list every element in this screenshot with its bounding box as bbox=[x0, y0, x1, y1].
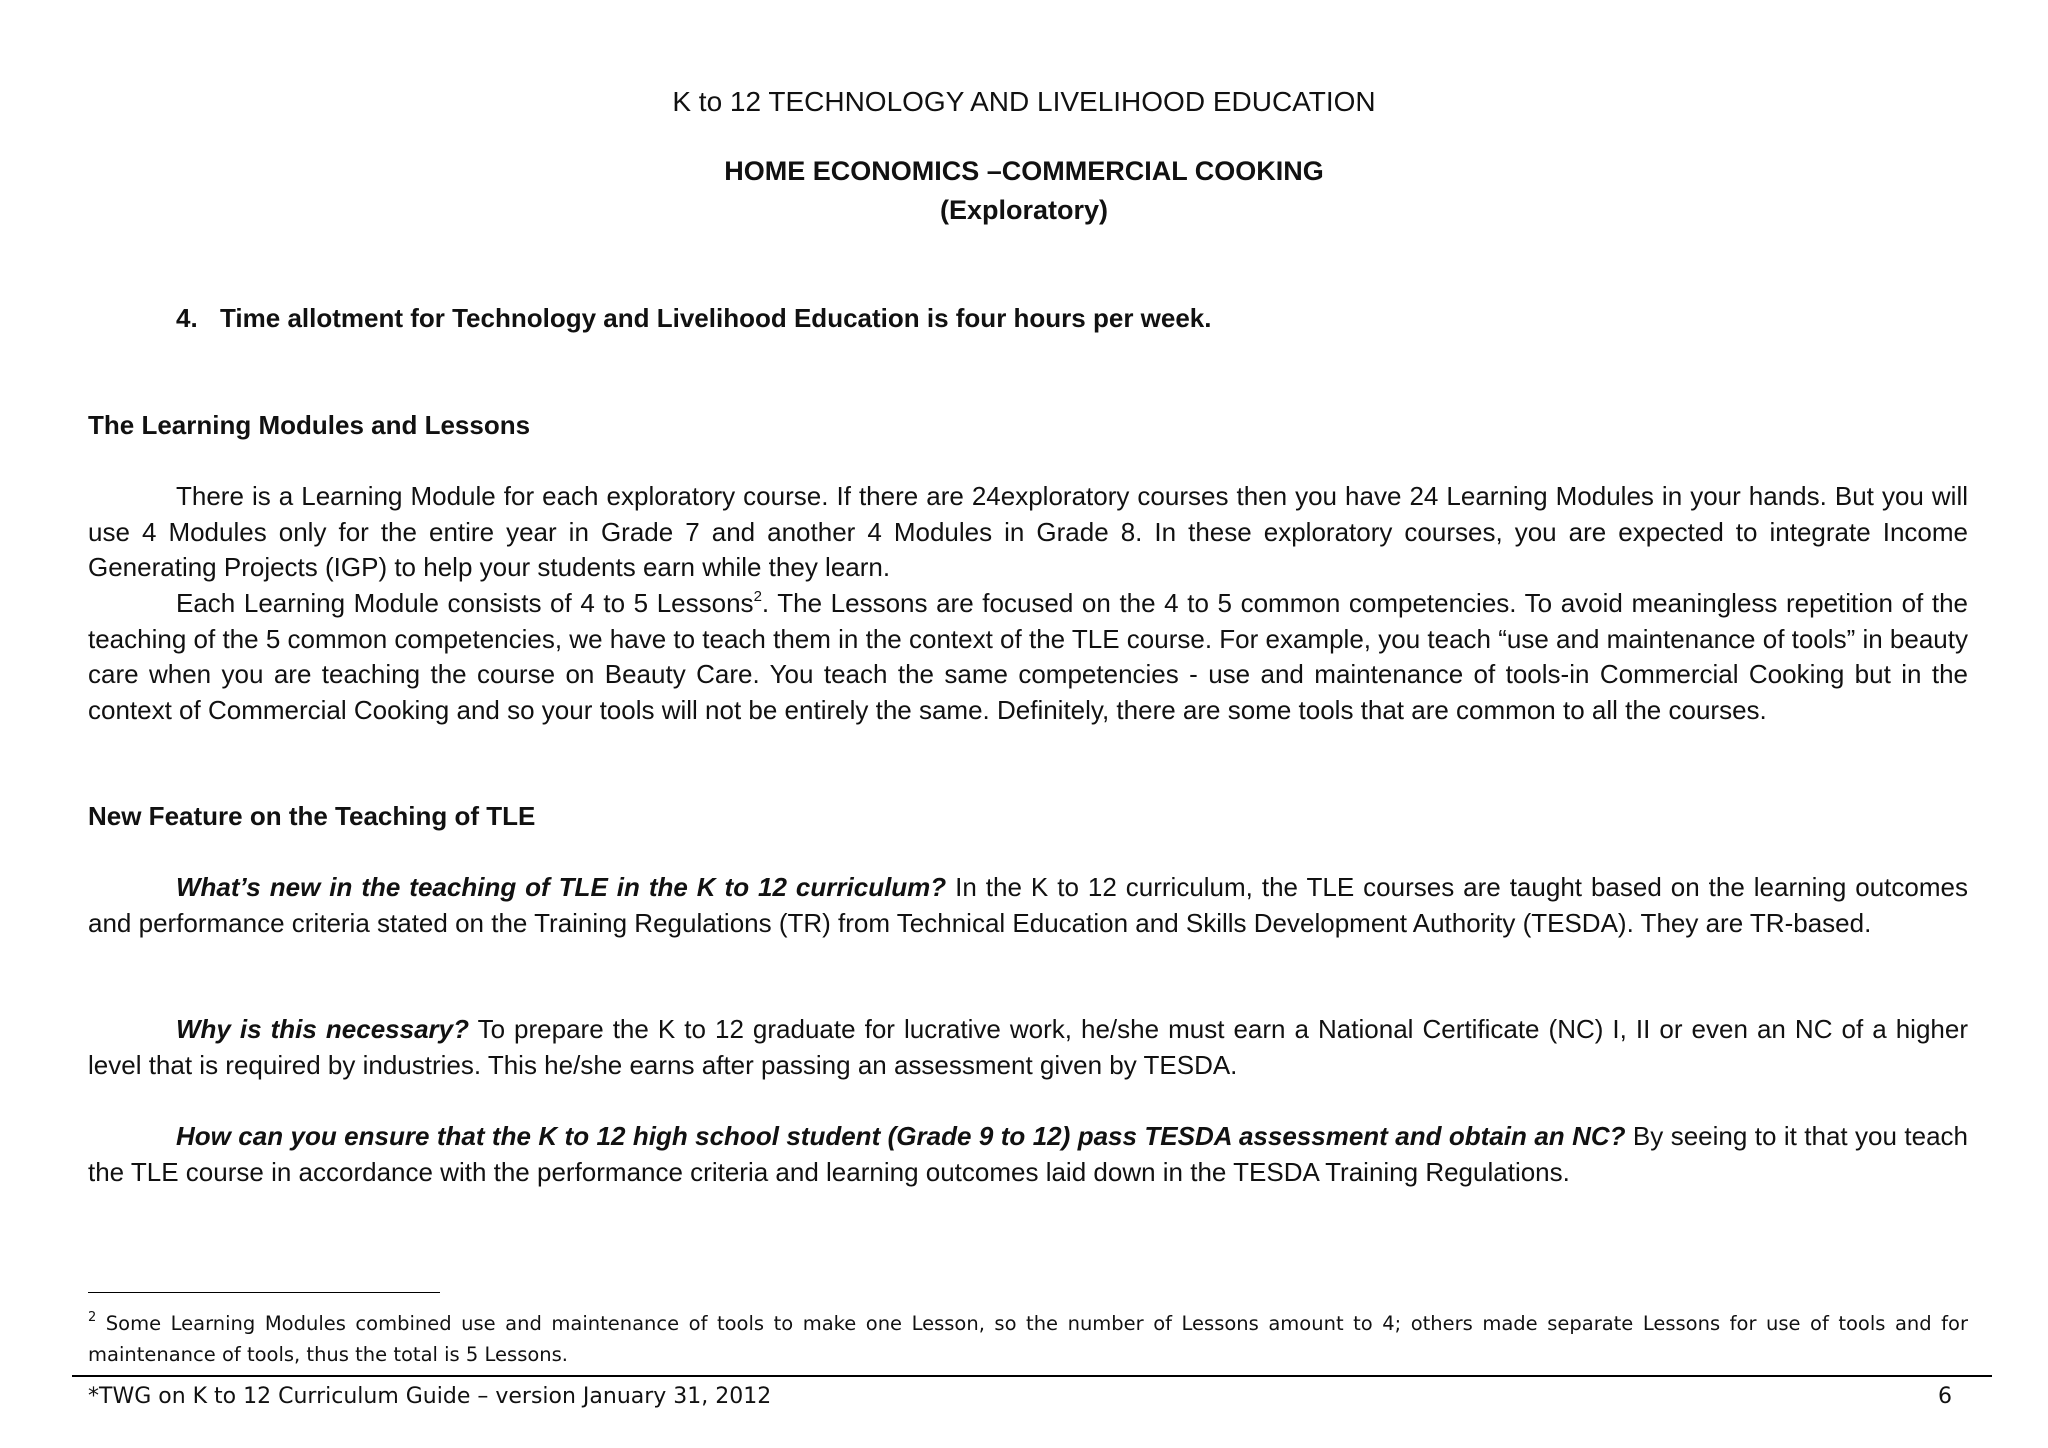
item-text: Time allotment for Technology and Livelihood Education is four hours per week. bbox=[220, 303, 1212, 333]
answer-text: To prepare the K to 12 graduate for lucrative work, he/she must earn a National Certificate (NC) I, II or even an NC of a higher level that is required by industries. This he/she earns after passing an assessment given by TESDA. bbox=[88, 1014, 1968, 1080]
page-number: 6 bbox=[1938, 1384, 1952, 1409]
item-number: 4. bbox=[176, 303, 198, 333]
footer-separator bbox=[72, 1375, 1992, 1377]
answer-text: In the K to 12 curriculum, the TLE courses are taught based on the learning outcomes and performance criteria stated on the Training Regulations (TR) from Technical Education and Skills Development Authority (TESDA). They are TR-based. bbox=[88, 872, 1968, 938]
footer-version: *TWG on K to 12 Curriculum Guide – version January 31, 2012 bbox=[88, 1384, 772, 1409]
section-heading-new-feature: New Feature on the Teaching of TLE bbox=[88, 801, 536, 831]
numbered-item-4 bbox=[176, 303, 1212, 334]
question-text: How can you ensure that the K to 12 high school student (Grade 9 to 12) pass TESDA assessment and obtain an NC? bbox=[176, 1121, 1626, 1151]
footnote-reference: 2 bbox=[753, 588, 762, 605]
document-subtitle bbox=[0, 152, 2048, 230]
paragraph-text: Each Learning Module consists of 4 to 5 Lessons bbox=[176, 588, 754, 618]
paragraph-whats-new bbox=[88, 870, 1968, 941]
footnote bbox=[88, 1308, 1968, 1370]
question-text: What’s new in the teaching of TLE in the K to 12 curriculum? bbox=[176, 872, 947, 902]
question-text: Why is this necessary? bbox=[176, 1014, 469, 1044]
answer-text: By seeing to it that you teach the TLE course in accordance with the performance criteria and learning outcomes laid down in the TESDA Training Regulations. bbox=[88, 1121, 1968, 1187]
paragraph-modules-1 bbox=[88, 479, 1968, 586]
paragraph-text: There is a Learning Module for each exploratory course. If there are 24exploratory courses then you have 24 Learning Modules in your hands. But you will use 4 Modules only for the entire year in Grade 7 and another 4 Modules in Grade 8. In these exploratory courses, you are expected to integrate Income Generating Projects (IGP) to help your students earn while they learn. bbox=[88, 481, 1968, 582]
paragraph-why-necessary bbox=[88, 1012, 1968, 1083]
footnote-separator bbox=[88, 1292, 440, 1293]
paragraph-text: . The Lessons are focused on the 4 to 5 common competencies. To avoid meaningless repetition of the teaching of the 5 common competencies, we have to teach them in the context of the TLE course. For example, you teach “use and maintenance of tools” in beauty care when you are teaching the course on Beauty Care. You teach the same competencies - use and maintenance of tools-in Commercial Cooking but in the context of Commercial Cooking and so your tools will not be entirely the same. Definitely, there are some tools that are common to all the courses. bbox=[88, 588, 1968, 725]
document-title: K to 12 TECHNOLOGY AND LIVELIHOOD EDUCATION bbox=[672, 86, 1376, 117]
paragraph-modules-2 bbox=[88, 586, 1968, 728]
section-heading-modules: The Learning Modules and Lessons bbox=[88, 410, 531, 440]
footnote-marker: 2 bbox=[88, 1310, 97, 1325]
subject-qualifier: (Exploratory) bbox=[939, 195, 1109, 225]
paragraph-how-ensure bbox=[88, 1119, 1968, 1190]
subject-title: HOME ECONOMICS –COMMERCIAL COOKING bbox=[724, 156, 1324, 186]
footnote-text: Some Learning Modules combined use and maintenance of tools to make one Lesson, so the number of Lessons amount to 4; others made separate Lessons for use of tools and for maintenance of tools, thus the total is 5 Lessons. bbox=[88, 1312, 1968, 1366]
